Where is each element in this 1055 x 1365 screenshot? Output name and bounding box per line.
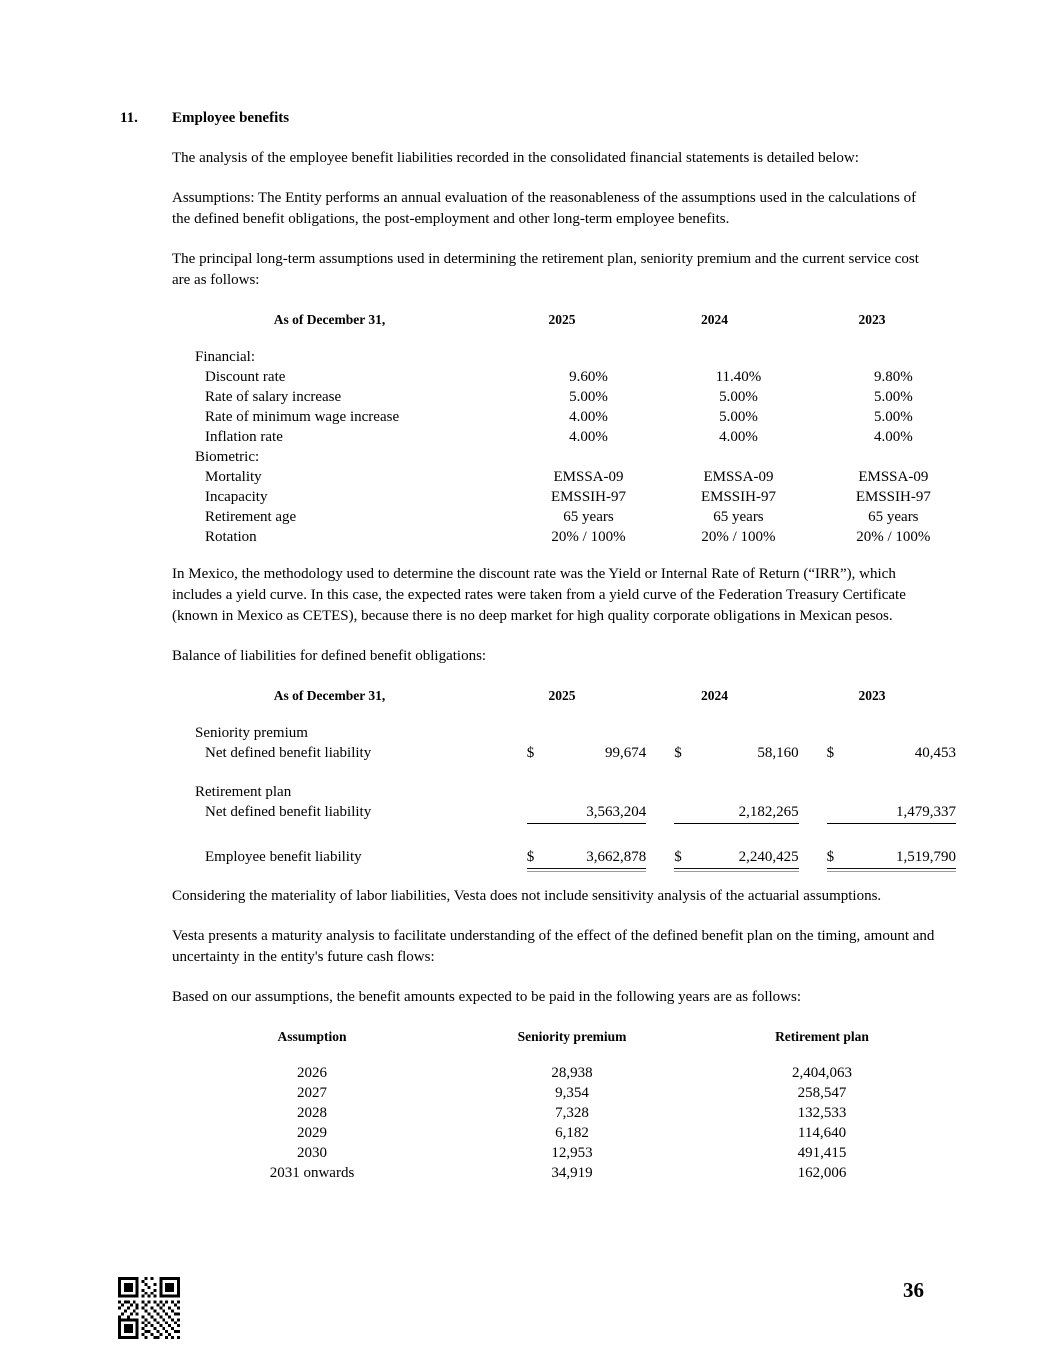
paragraph-intro: The analysis of the employee benefit liabilities recorded in the consolidated financial statements is detailed below:	[172, 150, 859, 166]
currency-symbol: $	[526, 745, 535, 761]
assumptions-table	[172, 310, 972, 547]
currency-symbol: $	[826, 745, 835, 761]
table-row	[172, 407, 972, 427]
cell: 99,674	[605, 745, 647, 761]
table-row	[172, 802, 972, 824]
table-row	[172, 1123, 972, 1143]
cell: 114,640	[797, 1125, 847, 1141]
paragraph-assumptions: Assumptions: The Entity performs an annual evaluation of the reasonableness of the assumptions used in the calculations of the defined benefit obligations, the post-employment and other long-term employee benefits.	[172, 190, 917, 227]
maturity-table	[172, 1027, 972, 1183]
paragraph-maturity: Vesta presents a maturity analysis to facilitate understanding of the effect of the defined benefit plan on the timing, amount and uncertainty in the entity's future cash flows:	[172, 928, 935, 965]
cell: 1,479,337	[896, 804, 956, 820]
table-row	[172, 507, 972, 527]
row-label: Financial:	[195, 349, 255, 365]
cell: 40,453	[914, 745, 956, 761]
cell: 9,354	[555, 1085, 589, 1101]
cell: 2027	[297, 1085, 327, 1101]
section-number: 11.	[120, 110, 138, 126]
paragraph-based-on: Based on our assumptions, the benefit amounts expected to be paid in the following years are as follows:	[172, 989, 802, 1005]
column-header: Retirement plan	[775, 1029, 869, 1044]
table-row	[172, 743, 972, 763]
row-label: Net defined benefit liability	[205, 804, 372, 820]
balance-table	[172, 686, 972, 869]
cell: 5.00%	[719, 409, 758, 425]
row-label: Rate of salary increase	[205, 389, 342, 405]
table-row	[172, 367, 972, 387]
cell: 2031 onwards	[269, 1165, 355, 1181]
total-row	[172, 847, 972, 869]
row-label: Rate of minimum wage increase	[205, 409, 400, 425]
row-label: Net defined benefit liability	[205, 745, 372, 761]
page-number: 36	[903, 1278, 924, 1302]
cell: 2,182,265	[738, 804, 799, 820]
cell: 4.00%	[569, 409, 608, 425]
section-heading	[120, 108, 972, 129]
table-row	[172, 527, 972, 547]
cell: 3,662,878	[586, 849, 647, 865]
cell: 12,953	[551, 1145, 593, 1161]
cell: 1,519,790	[896, 849, 956, 865]
table-header-row	[172, 310, 972, 330]
group-row	[172, 782, 972, 802]
cell: 4.00%	[569, 429, 608, 445]
qr-code-icon	[118, 1277, 180, 1339]
cell: 2029	[297, 1125, 327, 1141]
paragraph-mexico: In Mexico, the methodology used to determine the discount rate was the Yield or Internal Rate of Return (“IRR”), which includes a yield curve. In this case, the expected rates were taken from a yield curve of the Federation Treasury Certificate (known in Mexico as CETES), because there is no deep market for high quality corporate obligations in Mexican pesos.	[172, 566, 906, 624]
currency-symbol: $	[826, 849, 835, 865]
row-label: Retirement age	[205, 509, 297, 525]
year-header: 2024	[701, 688, 728, 703]
cell: EMSSIH-97	[700, 489, 776, 505]
table-row	[172, 487, 972, 507]
group-row	[172, 723, 972, 743]
table-row	[172, 347, 972, 367]
cell: 34,919	[551, 1165, 593, 1181]
cell: EMSSA-09	[858, 469, 929, 485]
table-row	[172, 447, 972, 467]
cell: EMSSIH-97	[550, 489, 626, 505]
money-cell-underlined	[827, 802, 956, 824]
column-header: Assumption	[277, 1029, 347, 1044]
cell: 28,938	[551, 1065, 593, 1081]
cell: 2,404,063	[792, 1065, 852, 1081]
group-label: Seniority premium	[195, 725, 308, 741]
money-cell-total	[827, 847, 956, 869]
cell: 2028	[297, 1105, 327, 1121]
table-row	[172, 467, 972, 487]
cell: 65 years	[868, 509, 919, 525]
year-header: 2025	[548, 688, 576, 703]
money-cell	[527, 743, 647, 763]
page-content	[120, 108, 972, 1200]
money-cell-total	[674, 847, 798, 869]
group-label: Retirement plan	[195, 784, 292, 800]
table-row	[172, 1083, 972, 1103]
cell: 4.00%	[873, 429, 913, 445]
cell: 20% / 100%	[701, 529, 776, 545]
cell: 491,415	[797, 1145, 847, 1161]
row-label: Biometric:	[195, 449, 260, 465]
cell: 9.60%	[569, 369, 608, 385]
table-title: As of December 31,	[273, 688, 386, 703]
table-row	[172, 1103, 972, 1123]
paragraph-balance-intro: Balance of liabilities for defined benefit obligations:	[172, 648, 487, 664]
table-row	[172, 1163, 972, 1183]
cell: 9.80%	[873, 369, 913, 385]
table-row	[172, 387, 972, 407]
year-header: 2025	[548, 312, 576, 327]
currency-symbol: $	[526, 849, 535, 865]
paragraph-materiality: Considering the materiality of labor liabilities, Vesta does not include sensitivity analysis of the actuarial assumptions.	[172, 888, 882, 904]
currency-symbol: $	[674, 849, 682, 865]
cell: 5.00%	[873, 389, 913, 405]
year-header: 2024	[701, 312, 728, 327]
cell: 3,563,204	[586, 804, 647, 820]
row-label: Rotation	[205, 529, 257, 545]
cell: 6,182	[555, 1125, 589, 1141]
cell: EMSSIH-97	[855, 489, 931, 505]
column-header: Seniority premium	[517, 1029, 627, 1044]
cell: 7,328	[555, 1105, 589, 1121]
cell: 20% / 100%	[856, 529, 931, 545]
row-label: Mortality	[205, 469, 262, 485]
table-row	[172, 427, 972, 447]
cell: 2030	[297, 1145, 327, 1161]
table-title: As of December 31,	[273, 312, 386, 327]
money-cell-total	[527, 847, 647, 869]
cell: 58,160	[757, 745, 799, 761]
cell: 2,240,425	[738, 849, 799, 865]
cell: 5.00%	[569, 389, 608, 405]
section-title: Employee benefits	[172, 110, 290, 126]
table-spacer	[172, 763, 972, 782]
cell: 20% / 100%	[551, 529, 626, 545]
cell: 132,533	[797, 1105, 847, 1121]
row-label: Employee benefit liability	[205, 849, 362, 865]
table-header-row	[172, 1027, 972, 1047]
cell: 11.40%	[715, 369, 762, 385]
money-cell	[674, 743, 798, 763]
cell: EMSSA-09	[553, 469, 624, 485]
row-label: Incapacity	[205, 489, 268, 505]
table-row	[172, 1143, 972, 1163]
row-label: Inflation rate	[205, 429, 283, 445]
row-label: Discount rate	[205, 369, 286, 385]
cell: 4.00%	[719, 429, 758, 445]
year-header: 2023	[858, 688, 886, 703]
cell: EMSSA-09	[703, 469, 774, 485]
money-cell	[827, 743, 956, 763]
table-header-row	[172, 686, 972, 706]
table-row	[172, 1063, 972, 1083]
table-spacer	[172, 828, 972, 847]
money-cell-underlined	[674, 802, 798, 824]
paragraph-principal: The principal long-term assumptions used in determining the retirement plan, seniority premium and the current service cost are as follows:	[172, 251, 919, 288]
cell: 2026	[297, 1065, 327, 1081]
cell: 258,547	[797, 1085, 847, 1101]
money-cell-underlined	[527, 802, 647, 824]
cell: 65 years	[713, 509, 764, 525]
cell: 65 years	[563, 509, 614, 525]
currency-symbol: $	[674, 745, 682, 761]
cell: 5.00%	[873, 409, 913, 425]
cell: 162,006	[797, 1165, 847, 1181]
year-header: 2023	[858, 312, 886, 327]
cell: 5.00%	[719, 389, 758, 405]
